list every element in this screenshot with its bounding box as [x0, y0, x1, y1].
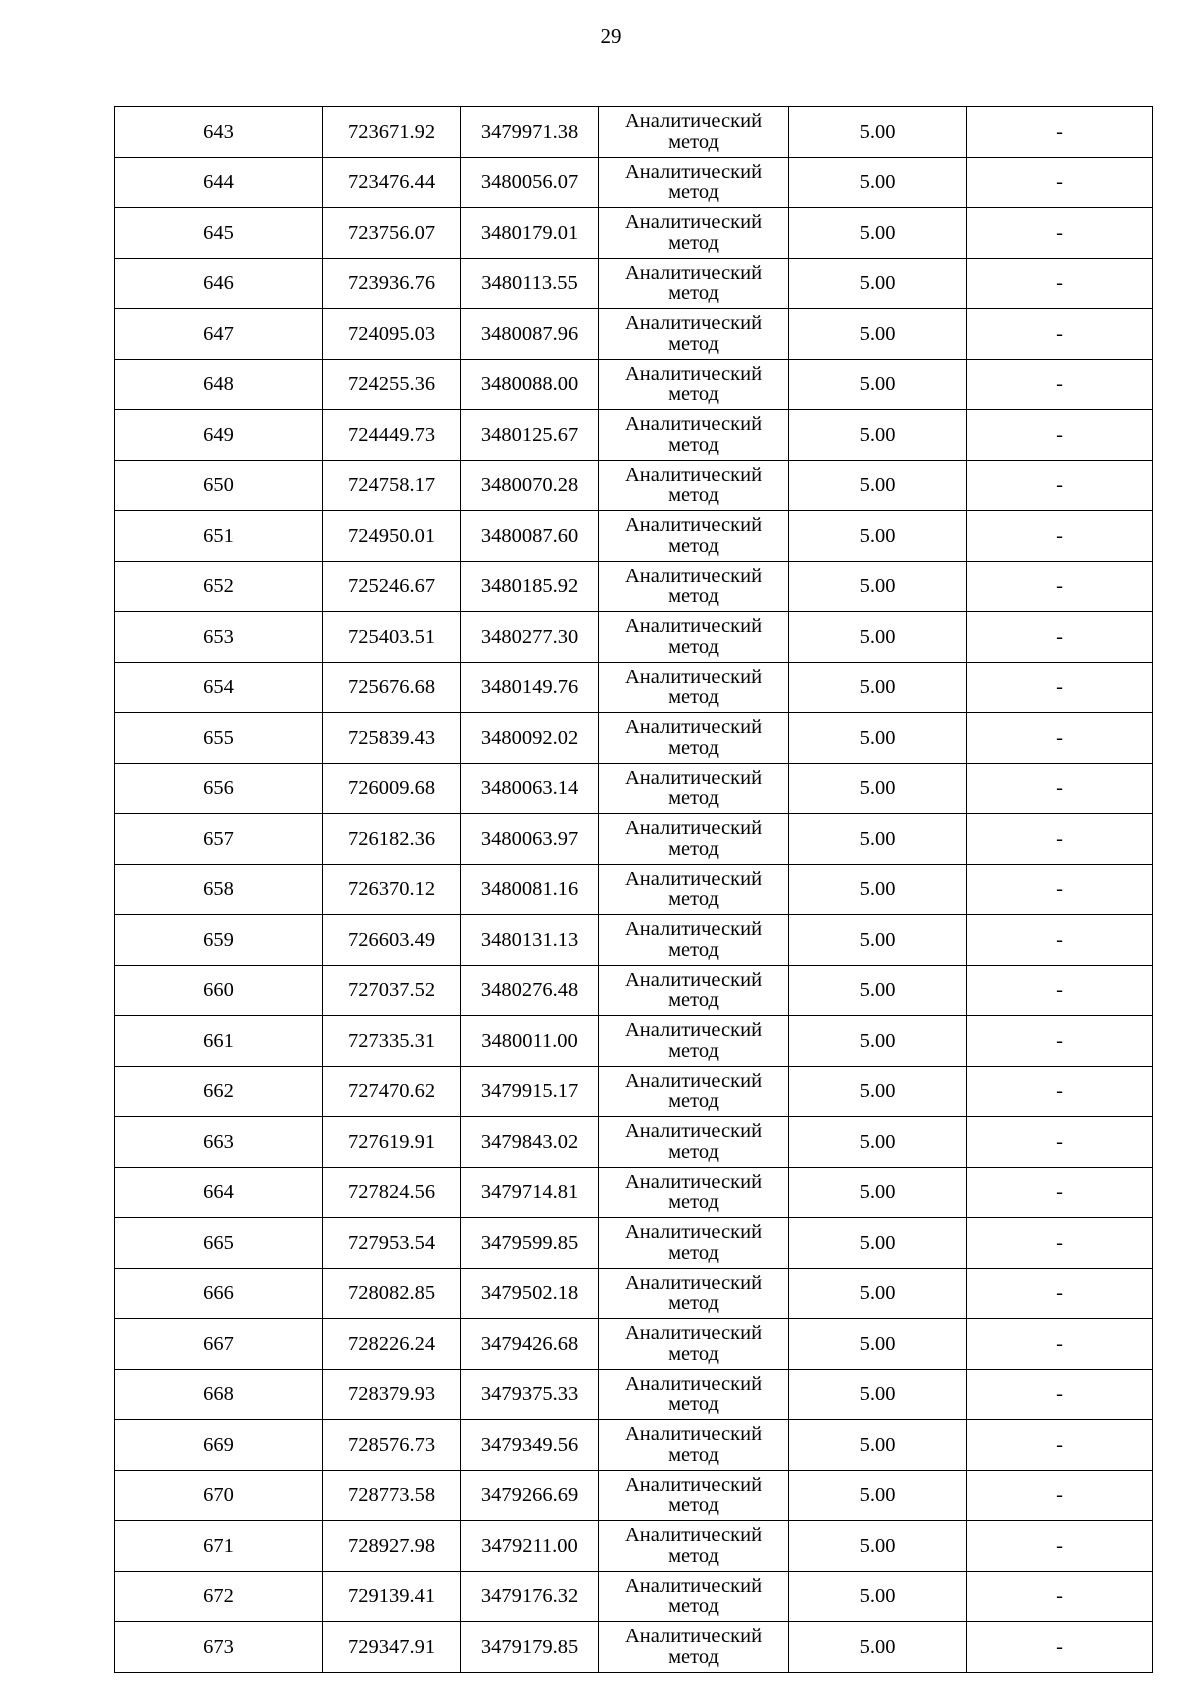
method-line-2: метод [668, 383, 719, 406]
note-cell: - [967, 1622, 1153, 1673]
table-row [115, 1571, 1153, 1622]
y-coordinate-cell: 3480149.76 [461, 662, 599, 713]
table-row [115, 1369, 1153, 1420]
x-coordinate-cell: 723756.07 [323, 208, 461, 259]
note-cell: - [967, 1470, 1153, 1521]
method-line-2: метод [668, 433, 719, 456]
note-cell: - [967, 258, 1153, 309]
point-number-cell: 655 [115, 713, 323, 764]
method-line-1: Аналитический [624, 1473, 763, 1496]
note-cell: - [967, 864, 1153, 915]
y-coordinate-cell: 3480092.02 [461, 713, 599, 764]
y-coordinate-cell: 3479971.38 [461, 107, 599, 158]
method-cell [599, 460, 789, 511]
method-line-2: метод [668, 837, 719, 860]
method-cell [599, 561, 789, 612]
point-number-cell: 643 [115, 107, 323, 158]
method-line-1: Аналитический [624, 1625, 763, 1648]
accuracy-cell: 5.00 [789, 561, 967, 612]
y-coordinate-cell: 3479266.69 [461, 1470, 599, 1521]
method-cell [599, 1470, 789, 1521]
coordinates-table [114, 106, 1153, 1673]
method-cell [599, 662, 789, 713]
y-coordinate-cell: 3480056.07 [461, 157, 599, 208]
note-cell: - [967, 662, 1153, 713]
note-cell: - [967, 1319, 1153, 1370]
y-coordinate-cell: 3480070.28 [461, 460, 599, 511]
method-cell [599, 309, 789, 360]
point-number-cell: 671 [115, 1521, 323, 1572]
table-row [115, 1167, 1153, 1218]
method-line-2: метод [668, 130, 719, 153]
method-line-1: Аналитический [624, 1524, 763, 1547]
accuracy-cell: 5.00 [789, 915, 967, 966]
table-row [115, 1470, 1153, 1521]
x-coordinate-cell: 723671.92 [323, 107, 461, 158]
point-number-cell: 670 [115, 1470, 323, 1521]
method-line-1: Аналитический [624, 211, 763, 234]
note-cell: - [967, 561, 1153, 612]
table-row [115, 1117, 1153, 1168]
method-line-2: метод [668, 1595, 719, 1618]
note-cell: - [967, 1016, 1153, 1067]
note-cell: - [967, 915, 1153, 966]
point-number-cell: 668 [115, 1369, 323, 1420]
table-row [115, 208, 1153, 259]
accuracy-cell: 5.00 [789, 359, 967, 410]
point-number-cell: 661 [115, 1016, 323, 1067]
x-coordinate-cell: 726009.68 [323, 763, 461, 814]
point-number-cell: 644 [115, 157, 323, 208]
x-coordinate-cell: 724758.17 [323, 460, 461, 511]
point-number-cell: 647 [115, 309, 323, 360]
method-cell [599, 1167, 789, 1218]
table-row [115, 410, 1153, 461]
point-number-cell: 649 [115, 410, 323, 461]
method-cell [599, 713, 789, 764]
method-line-2: метод [668, 686, 719, 709]
note-cell: - [967, 1117, 1153, 1168]
y-coordinate-cell: 3480185.92 [461, 561, 599, 612]
method-line-2: метод [668, 1342, 719, 1365]
x-coordinate-cell: 727619.91 [323, 1117, 461, 1168]
table-row [115, 1420, 1153, 1471]
accuracy-cell: 5.00 [789, 864, 967, 915]
x-coordinate-cell: 728226.24 [323, 1319, 461, 1370]
accuracy-cell: 5.00 [789, 1470, 967, 1521]
table-row [115, 561, 1153, 612]
x-coordinate-cell: 725403.51 [323, 612, 461, 663]
table-row [115, 662, 1153, 713]
x-coordinate-cell: 728379.93 [323, 1369, 461, 1420]
method-line-1: Аналитический [624, 564, 763, 587]
y-coordinate-cell: 3479176.32 [461, 1571, 599, 1622]
y-coordinate-cell: 3480113.55 [461, 258, 599, 309]
method-line-1: Аналитический [624, 867, 763, 890]
note-cell: - [967, 1167, 1153, 1218]
table-row [115, 1622, 1153, 1673]
table-row [115, 915, 1153, 966]
point-number-cell: 663 [115, 1117, 323, 1168]
accuracy-cell: 5.00 [789, 208, 967, 259]
table-row [115, 1521, 1153, 1572]
accuracy-cell: 5.00 [789, 1016, 967, 1067]
point-number-cell: 664 [115, 1167, 323, 1218]
point-number-cell: 667 [115, 1319, 323, 1370]
method-line-2: метод [668, 888, 719, 911]
point-number-cell: 657 [115, 814, 323, 865]
method-line-2: метод [668, 1191, 719, 1214]
method-line-2: метод [668, 1645, 719, 1668]
x-coordinate-cell: 724449.73 [323, 410, 461, 461]
note-cell: - [967, 1066, 1153, 1117]
x-coordinate-cell: 725246.67 [323, 561, 461, 612]
method-cell [599, 208, 789, 259]
accuracy-cell: 5.00 [789, 965, 967, 1016]
x-coordinate-cell: 728927.98 [323, 1521, 461, 1572]
method-line-1: Аналитический [624, 463, 763, 486]
accuracy-cell: 5.00 [789, 1066, 967, 1117]
x-coordinate-cell: 728576.73 [323, 1420, 461, 1471]
accuracy-cell: 5.00 [789, 410, 967, 461]
point-number-cell: 650 [115, 460, 323, 511]
method-cell [599, 1319, 789, 1370]
method-cell [599, 1268, 789, 1319]
point-number-cell: 659 [115, 915, 323, 966]
table-row [115, 107, 1153, 158]
method-line-1: Аналитический [624, 1574, 763, 1597]
method-line-1: Аналитический [624, 716, 763, 739]
accuracy-cell: 5.00 [789, 612, 967, 663]
method-cell [599, 410, 789, 461]
method-cell [599, 965, 789, 1016]
y-coordinate-cell: 3479375.33 [461, 1369, 599, 1420]
method-line-1: Аналитический [624, 1372, 763, 1395]
x-coordinate-cell: 727470.62 [323, 1066, 461, 1117]
y-coordinate-cell: 3480276.48 [461, 965, 599, 1016]
method-line-1: Аналитический [624, 918, 763, 941]
point-number-cell: 662 [115, 1066, 323, 1117]
method-cell [599, 1622, 789, 1673]
method-line-1: Аналитический [624, 1019, 763, 1042]
point-number-cell: 653 [115, 612, 323, 663]
x-coordinate-cell: 723476.44 [323, 157, 461, 208]
coordinates-table-body [115, 107, 1153, 1673]
table-row [115, 309, 1153, 360]
y-coordinate-cell: 3480063.97 [461, 814, 599, 865]
method-line-1: Аналитический [624, 766, 763, 789]
method-line-1: Аналитический [624, 968, 763, 991]
x-coordinate-cell: 728773.58 [323, 1470, 461, 1521]
x-coordinate-cell: 724950.01 [323, 511, 461, 562]
point-number-cell: 654 [115, 662, 323, 713]
method-line-2: метод [668, 585, 719, 608]
method-line-1: Аналитический [624, 312, 763, 335]
table-row [115, 359, 1153, 410]
y-coordinate-cell: 3479599.85 [461, 1218, 599, 1269]
accuracy-cell: 5.00 [789, 713, 967, 764]
note-cell: - [967, 1268, 1153, 1319]
x-coordinate-cell: 729139.41 [323, 1571, 461, 1622]
table-row [115, 1016, 1153, 1067]
method-line-2: метод [668, 1090, 719, 1113]
note-cell: - [967, 763, 1153, 814]
x-coordinate-cell: 727824.56 [323, 1167, 461, 1218]
point-number-cell: 660 [115, 965, 323, 1016]
method-line-2: метод [668, 231, 719, 254]
point-number-cell: 672 [115, 1571, 323, 1622]
method-line-1: Аналитический [624, 514, 763, 537]
method-line-1: Аналитический [624, 1120, 763, 1143]
method-line-1: Аналитический [624, 615, 763, 638]
method-cell [599, 1521, 789, 1572]
method-cell [599, 1369, 789, 1420]
method-cell [599, 612, 789, 663]
table-row [115, 814, 1153, 865]
method-line-1: Аналитический [624, 665, 763, 688]
y-coordinate-cell: 3479349.56 [461, 1420, 599, 1471]
point-number-cell: 656 [115, 763, 323, 814]
y-coordinate-cell: 3479843.02 [461, 1117, 599, 1168]
table-row [115, 511, 1153, 562]
method-line-2: метод [668, 1494, 719, 1517]
method-line-1: Аналитический [624, 1271, 763, 1294]
method-cell [599, 258, 789, 309]
y-coordinate-cell: 3480087.60 [461, 511, 599, 562]
note-cell: - [967, 814, 1153, 865]
accuracy-cell: 5.00 [789, 258, 967, 309]
method-line-1: Аналитический [624, 362, 763, 385]
y-coordinate-cell: 3480125.67 [461, 410, 599, 461]
accuracy-cell: 5.00 [789, 511, 967, 562]
note-cell: - [967, 1521, 1153, 1572]
page-number: 29 [600, 24, 622, 48]
x-coordinate-cell: 724095.03 [323, 309, 461, 360]
accuracy-cell: 5.00 [789, 763, 967, 814]
method-cell [599, 864, 789, 915]
note-cell: - [967, 1369, 1153, 1420]
accuracy-cell: 5.00 [789, 460, 967, 511]
method-line-2: метод [668, 484, 719, 507]
method-line-1: Аналитический [624, 1170, 763, 1193]
point-number-cell: 669 [115, 1420, 323, 1471]
method-line-1: Аналитический [624, 110, 763, 133]
table-row [115, 713, 1153, 764]
method-cell [599, 1571, 789, 1622]
accuracy-cell: 5.00 [789, 1218, 967, 1269]
method-cell [599, 763, 789, 814]
note-cell: - [967, 208, 1153, 259]
table-row [115, 612, 1153, 663]
point-number-cell: 651 [115, 511, 323, 562]
point-number-cell: 646 [115, 258, 323, 309]
point-number-cell: 658 [115, 864, 323, 915]
y-coordinate-cell: 3479502.18 [461, 1268, 599, 1319]
y-coordinate-cell: 3480081.16 [461, 864, 599, 915]
method-line-2: метод [668, 1544, 719, 1567]
x-coordinate-cell: 726370.12 [323, 864, 461, 915]
method-line-1: Аналитический [624, 1322, 763, 1345]
table-row [115, 763, 1153, 814]
x-coordinate-cell: 725676.68 [323, 662, 461, 713]
y-coordinate-cell: 3480063.14 [461, 763, 599, 814]
method-line-1: Аналитический [624, 413, 763, 436]
method-cell [599, 511, 789, 562]
note-cell: - [967, 965, 1153, 1016]
y-coordinate-cell: 3480088.00 [461, 359, 599, 410]
x-coordinate-cell: 727335.31 [323, 1016, 461, 1067]
accuracy-cell: 5.00 [789, 1521, 967, 1572]
x-coordinate-cell: 727037.52 [323, 965, 461, 1016]
y-coordinate-cell: 3480011.00 [461, 1016, 599, 1067]
method-line-2: метод [668, 1443, 719, 1466]
point-number-cell: 673 [115, 1622, 323, 1673]
point-number-cell: 645 [115, 208, 323, 259]
accuracy-cell: 5.00 [789, 1268, 967, 1319]
table-row [115, 1268, 1153, 1319]
method-line-2: метод [668, 1393, 719, 1416]
table-row [115, 1218, 1153, 1269]
y-coordinate-cell: 3480087.96 [461, 309, 599, 360]
table-row [115, 258, 1153, 309]
accuracy-cell: 5.00 [789, 1622, 967, 1673]
accuracy-cell: 5.00 [789, 309, 967, 360]
y-coordinate-cell: 3479915.17 [461, 1066, 599, 1117]
method-line-1: Аналитический [624, 1221, 763, 1244]
y-coordinate-cell: 3480131.13 [461, 915, 599, 966]
accuracy-cell: 5.00 [789, 1117, 967, 1168]
x-coordinate-cell: 724255.36 [323, 359, 461, 410]
method-cell [599, 107, 789, 158]
method-cell [599, 1066, 789, 1117]
accuracy-cell: 5.00 [789, 662, 967, 713]
method-cell [599, 157, 789, 208]
method-line-2: метод [668, 534, 719, 557]
point-number-cell: 648 [115, 359, 323, 410]
method-line-1: Аналитический [624, 1069, 763, 1092]
note-cell: - [967, 157, 1153, 208]
method-line-2: метод [668, 332, 719, 355]
method-line-2: метод [668, 1241, 719, 1264]
accuracy-cell: 5.00 [789, 1319, 967, 1370]
method-line-1: Аналитический [624, 817, 763, 840]
note-cell: - [967, 713, 1153, 764]
y-coordinate-cell: 3480277.30 [461, 612, 599, 663]
note-cell: - [967, 511, 1153, 562]
accuracy-cell: 5.00 [789, 1571, 967, 1622]
x-coordinate-cell: 723936.76 [323, 258, 461, 309]
method-line-2: метод [668, 1292, 719, 1315]
point-number-cell: 652 [115, 561, 323, 612]
y-coordinate-cell: 3479714.81 [461, 1167, 599, 1218]
note-cell: - [967, 359, 1153, 410]
method-line-2: метод [668, 282, 719, 305]
method-line-2: метод [668, 938, 719, 961]
method-cell [599, 1016, 789, 1067]
x-coordinate-cell: 729347.91 [323, 1622, 461, 1673]
table-row [115, 1319, 1153, 1370]
point-number-cell: 665 [115, 1218, 323, 1269]
method-cell [599, 1117, 789, 1168]
accuracy-cell: 5.00 [789, 814, 967, 865]
note-cell: - [967, 612, 1153, 663]
method-line-1: Аналитический [624, 1423, 763, 1446]
method-line-1: Аналитический [624, 160, 763, 183]
x-coordinate-cell: 728082.85 [323, 1268, 461, 1319]
accuracy-cell: 5.00 [789, 1420, 967, 1471]
accuracy-cell: 5.00 [789, 1167, 967, 1218]
note-cell: - [967, 410, 1153, 461]
accuracy-cell: 5.00 [789, 1369, 967, 1420]
table-row [115, 460, 1153, 511]
method-line-2: метод [668, 989, 719, 1012]
table-row [115, 864, 1153, 915]
point-number-cell: 666 [115, 1268, 323, 1319]
method-cell [599, 814, 789, 865]
x-coordinate-cell: 726603.49 [323, 915, 461, 966]
method-line-2: метод [668, 787, 719, 810]
method-cell [599, 1420, 789, 1471]
method-line-2: метод [668, 1039, 719, 1062]
note-cell: - [967, 460, 1153, 511]
y-coordinate-cell: 3479179.85 [461, 1622, 599, 1673]
y-coordinate-cell: 3480179.01 [461, 208, 599, 259]
method-line-2: метод [668, 1140, 719, 1163]
table-row [115, 1066, 1153, 1117]
note-cell: - [967, 107, 1153, 158]
method-line-2: метод [668, 181, 719, 204]
table-row [115, 157, 1153, 208]
y-coordinate-cell: 3479426.68 [461, 1319, 599, 1370]
x-coordinate-cell: 726182.36 [323, 814, 461, 865]
note-cell: - [967, 1420, 1153, 1471]
method-cell [599, 1218, 789, 1269]
method-cell [599, 359, 789, 410]
method-line-2: метод [668, 635, 719, 658]
method-cell [599, 915, 789, 966]
accuracy-cell: 5.00 [789, 107, 967, 158]
note-cell: - [967, 309, 1153, 360]
x-coordinate-cell: 725839.43 [323, 713, 461, 764]
method-line-2: метод [668, 736, 719, 759]
method-line-1: Аналитический [624, 261, 763, 284]
x-coordinate-cell: 727953.54 [323, 1218, 461, 1269]
note-cell: - [967, 1218, 1153, 1269]
note-cell: - [967, 1571, 1153, 1622]
table-row [115, 965, 1153, 1016]
y-coordinate-cell: 3479211.00 [461, 1521, 599, 1572]
accuracy-cell: 5.00 [789, 157, 967, 208]
